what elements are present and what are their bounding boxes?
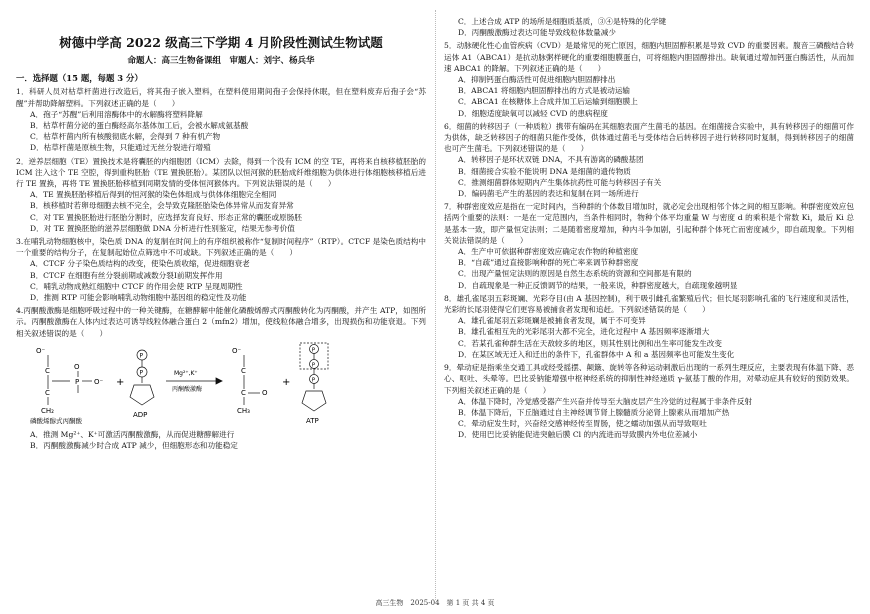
option-d: D．枯草杆菌是原核生物，只能通过无丝分裂进行增殖 [30, 143, 211, 153]
option-b: B．枯草杆菌分泌的蛋白酶经高尔基体加工后，会被水解成氨基酸 [30, 121, 249, 131]
diagram-text: O [262, 388, 268, 397]
option-c: C．ABCA1 在核糖体上合成并加工后运输到细胞膜上 [458, 97, 638, 107]
option-b: B．CTCF 在细胞有丝分裂前期或减数分裂Ⅰ前期发挥作用 [30, 270, 223, 280]
reaction-svg [16, 341, 426, 427]
option-a: A．转移因子是环状双链 DNA，不具有游离的磷酸基团 [458, 155, 644, 165]
option-c: C．出现产量恒定法则的原因是自然生态系统的资源和空间都是有限的 [458, 269, 692, 279]
page-footer: 高三生物 2025-04 第 1 页 共 4 页 [375, 598, 495, 607]
option-a: A．CTCF 分子染色质结构的改变，使染色质收缩，促进细胞衰老 [30, 259, 250, 269]
question-stem: 6．细菌的转移因子（一种质粒）携带有编码在其细胞表面产生菌毛的基因。在细菌接合实验中，具有转移因子的细菌可作为供体，缺乏转移因子的细菌只能作受体，供体通过菌毛与受体结合后转移因子进行转移同时复制，得到转移因子的细菌也可产生菌毛。下列叙述错误的是（ ） [444, 121, 854, 154]
enzyme-label: 丙酮酸激酶 [172, 385, 203, 393]
question-5 [444, 40, 854, 118]
question-stem: 4.丙酮酸激酶是细胞呼吸过程中的一种关键酶，在糖酵解中能催化磷酸烯醇式丙酮酸转化为丙酮酸，并产生 ATP，如图所示。丙酮酸激酶在人体内过表达可诱导线粒体融合蛋白 2（mfn2）增加，使线粒体融合增多，出现损伤和功能衰退。下列相关叙述错误的是（ ） [16, 306, 426, 338]
section-heading: 一．选择题（15 题，每题 3 分） [16, 73, 143, 84]
pep-label: 磷酸烯醇式丙酮酸 [30, 416, 82, 425]
option-a: A．TE 置换胚胎移植后得到的恒河猴的染色体组成与供体体细胞完全相同 [30, 190, 277, 200]
option-b: B．细菌接合实验不能说明 DNA 是细菌的遗传物质 [458, 166, 631, 176]
diagram-text: CH₃ [237, 406, 250, 415]
question-9 [444, 362, 854, 440]
option-a: A．孢子“苏醒”后利用溶酶体中的水解酶将塑料降解 [30, 109, 203, 119]
diagram-text: O⁻ [94, 377, 104, 386]
option-c: C．哺乳动物成熟红细胞中 CTCF 的作用会使 RTP 呈现周期性 [30, 281, 243, 291]
option-c: C．晕动症发生时，兴奋经交感神经传至胃肠，使之蠕动加强从而导致呕吐 [458, 419, 707, 429]
question-stem: 5．动脉硬化性心血管疾病（CVD）是最常见的死亡原因，细胞内胆固醇积累是导致 CVD 的重要因素。腹音三磷酸结合转运体 A1（ABCA1）是抗动脉粥样硬化的重要细胞膜蛋白，可将细胞内胆固醇排出。缺氧通过增加钙蛋白酶活性，从而加速 ABCA1 的降解。下列叙述正确的是（ ） [444, 41, 854, 73]
ions-label: Mg²⁺,K⁺ [174, 369, 198, 377]
diagram-text: P [311, 347, 316, 354]
option-b: B．“自疏”通过直接影响种群的死亡率来调节种群密度 [458, 258, 639, 268]
option-b: B．ABCA1 将细胞内胆固醇排出的方式是被动运输 [458, 86, 631, 96]
option-c: C．对 TE 置换胚胎进行胚胎分割时，应选择发育良好、形态正常的囊胚或原肠胚 [30, 212, 302, 222]
plus-sign: + [116, 376, 125, 388]
diagram-text: P [75, 377, 80, 386]
diagram-text: O⁻ [232, 346, 242, 355]
atp-label: ATP [306, 416, 319, 425]
question-stem: 1．科研人员对枯草杆菌进行改造后，将其孢子嵌入塑料，在塑料使用期间孢子会保持休眠，但在塑料废弃后孢子会“苏醒”并帮助降解塑料。下列叙述正确的是（ ） [16, 87, 426, 108]
diagram-text: P [139, 369, 144, 377]
question-7 [444, 201, 854, 291]
pyruvate-kinase-diagram [16, 341, 426, 427]
question-3 [16, 236, 426, 303]
option-d: D．在某区域无迁入和迁出的条件下，孔雀群体中 A 和 a 基因频率也可能发生变化 [458, 349, 735, 359]
right-column [444, 14, 854, 441]
option-d: D．使用巴比妥钠能促进突触后膜 Cl 的内流进而导致膜内外电位差减小 [458, 430, 698, 440]
question-stem: 2．逆养层细胞（TE）置换技术是将囊胚的内细胞团（ICM）去除，得到一个没有 ICM 的空 TE，再将来自核移植胚胎的 ICM 注入这个 TE 空腔，得到重构胚胎（TE 置换胚胎）。某团队以恒河猴的胚胎成纤维细胞为供体进行体细胞核移植后进行 TE 置换，再将 TE 置换胚胎移植到同期发情的受体恒河猴体内。下列说法错误的是（ ） [16, 156, 426, 189]
option-b: B．雄孔雀相互先的光彩尾羽大都不完全，进化过程中 A 基因频率逐渐增大 [458, 327, 710, 337]
diagram-text: CH₂ [41, 406, 54, 415]
question-stem: 3.在哺乳动物细胞核中，染色质 DNA 的复制在时间上的有序组织被称作“复制时间程序”（RTP）。CTCF 是染色质结构中一个重要的结构分子，在复制起始位点筛选中不可或缺。下列叙述正确的是（ ） [16, 237, 426, 258]
option-b: B．丙酮酸激酶减少时合成 ATP 减少，但细胞形态和功能稳定 [30, 441, 238, 451]
diagram-text: P [139, 352, 144, 360]
option-a: A．生产中可依据种群密度效应确定农作物的种植密度 [458, 247, 639, 257]
option-c: C．上述合成 ATP 的场所是细胞质基质，③④是特殊的化学键 [458, 17, 667, 26]
option-c: C．枯草杆菌内所有核酸彻底水解，会得到 7 种有机产物 [30, 132, 221, 142]
option-d: D．推测 RTP 可能会影响哺乳动物细胞中基因组的稳定性及功能 [30, 293, 247, 303]
option-b: B．核移植时若卵母细胞去核不完全，会导致克隆胚胎染色体异常从而发育异常 [30, 201, 294, 211]
question-stem: 9．晕动症是指乘坐交通工具或经受摇摆、颠簸、旋转等各种运动刺激后出现的一系列生理反应，主要表现有体温下降、恶心、呕吐、头晕等。巴比妥钠能增强中枢神经系统的抑制性神经递质 γ-氨基丁酸的作用，对晕动症具有较好的预防效果。下列相关叙述正确的是（ ） [444, 363, 854, 395]
question-8 [444, 293, 854, 360]
question-1 [16, 86, 426, 153]
reaction-arrow [166, 378, 222, 384]
option-d: D．自疏现象是一种正反馈调节的结果，一般来说，种群密度越大，自疏现象越明显 [458, 280, 738, 290]
question-4-continued [444, 16, 854, 38]
diagram-text: C [241, 366, 246, 375]
column-divider [435, 10, 436, 600]
diagram-text: P [311, 377, 316, 384]
option-d: D．细胞适度缺氧可以减轻 CVD 的患病程度 [458, 108, 608, 118]
option-c: C．推测细菌群体短期内产生集体抗药性可能与转移因子有关 [458, 177, 662, 187]
question-stem: 7．种群密度效应是指在一定时间内，当种群的个体数目增加时，就必定会出现相邻个体之间的相互影响。种群密度效应包括两个重要的法则：一是在一定范围内，当条件相同时，物种个体平均重量 W 与密度 d 的乘积是个常数 Ki，最后 Ki 总是基本一致，即产量恒定法则；二是随着密度增加，种内斗争加剧，引起种群个体死亡而密度减少，即自疏现象。下列相关说法错误的是（ ） [444, 202, 854, 245]
option-d: D．丙酮酸激酶过表达可能导致线粒体数量减少 [458, 28, 616, 38]
diagram-text: O⁻ [36, 346, 46, 355]
pep-structure [48, 355, 92, 405]
adp-label: ADP [133, 410, 148, 419]
option-a: A．抑制钙蛋白酶活性可促进细胞内胆固醇排出 [458, 75, 616, 85]
diagram-text: C [45, 388, 50, 397]
option-d: D．编码菌毛产生的基因的表达和复制在同一场所进行 [458, 189, 639, 199]
pyruvate-structure [244, 355, 260, 405]
option-d: D．对 TE 置换胚胎的滋养层细胞做 DNA 分析进行性别鉴定，结果无参考价值 [30, 223, 295, 233]
diagram-text: O [74, 362, 80, 371]
diagram-text: C [241, 388, 246, 397]
question-6 [444, 121, 854, 199]
option-a: A．推测 Mg²⁺、K⁺可激活丙酮酸激酶，从而促进糖酵解进行 [30, 429, 235, 439]
exam-title: 树德中学高 2022 级高三下学期 4 月阶段性测试生物试题 [59, 35, 383, 50]
option-c: C．若某孔雀种群生活在天敌较多的地区，则其性别比例和出生率可能发生改变 [458, 338, 722, 348]
plus-sign: + [282, 376, 291, 388]
diagram-text: C [45, 366, 50, 375]
question-4 [16, 305, 426, 451]
option-b: B．体温下降后，下丘脑通过自主神经调节肾上腺髓质分泌肾上腺素从而增加产热 [458, 407, 730, 417]
diagram-text: P [311, 362, 316, 369]
question-stem: 8．雄孔雀尾羽五彩斑斓、光彩夺目(由 A 基因控制)，利于吸引雌孔雀繁殖后代；但长尾羽影响孔雀的飞行速度和灵活性，光彩的长尾羽使得它们更容易被捕食者发现和追赶。下列叙述错误的是（ ） [444, 293, 854, 315]
option-a: A．雄孔雀尾羽五彩斑斓是被捕食者发现，属于不可变异 [458, 316, 646, 326]
question-2 [16, 156, 426, 234]
exam-subtitle: 命题人：高三生物备课组 审题人：刘宇、杨兵华 [127, 56, 315, 66]
option-a: A．体温下降时，冷觉感受器产生兴奋并传导至大脑皮层产生冷觉的过程属于非条件反射 [458, 396, 753, 406]
left-column [16, 14, 426, 451]
